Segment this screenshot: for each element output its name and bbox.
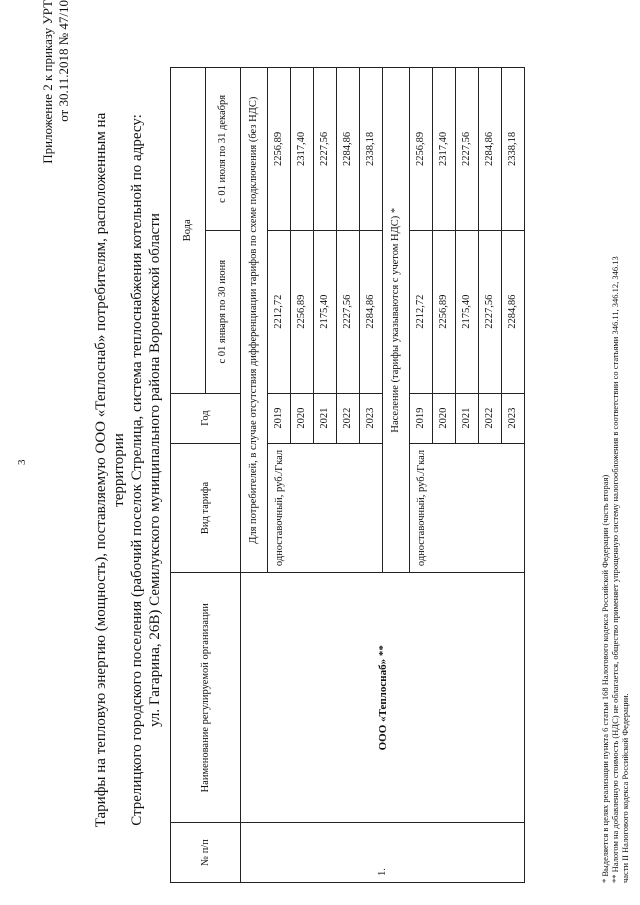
period-2-value: 2317,40 bbox=[291, 68, 314, 231]
period-2-value: 2338,18 bbox=[502, 68, 525, 231]
footnotes bbox=[600, 53, 630, 883]
header-num: № п/п bbox=[171, 823, 241, 883]
tariff-type-cell: одноставочный, руб./Гкал bbox=[268, 443, 383, 573]
organization-name: ООО «Теплоснаб» ** bbox=[241, 573, 525, 823]
year-cell: 2020 bbox=[433, 393, 456, 443]
period-2-value: 2256,89 bbox=[268, 68, 291, 231]
year-cell: 2021 bbox=[314, 393, 337, 443]
appendix-reference bbox=[40, 0, 72, 320]
year-cell: 2019 bbox=[268, 393, 291, 443]
title-line-3: ул. Гагарина, 26В) Семилукского муниципального района Воронежской области bbox=[147, 213, 163, 727]
footnote-2: ** Налогом на добавленную стоимость (НДС) не облагается, общество применяет упрощенную систему налогообложения в соответствии со статьями 346.11, 346.12, 346.13 bbox=[610, 256, 620, 883]
period-2-value: 2284,86 bbox=[337, 68, 360, 231]
period-1-value: 2175,40 bbox=[456, 230, 479, 393]
title-line-2: Стрелицкого городского поселения (рабочий поселок Стрелица, система теплоснабжения котельной по адресу: bbox=[129, 114, 145, 826]
period-2-value: 2317,40 bbox=[433, 68, 456, 231]
document-title bbox=[92, 75, 164, 865]
section-title: Население (тарифы указываются с учетом НДС) * bbox=[383, 68, 410, 573]
period-1-value: 2256,89 bbox=[291, 230, 314, 393]
period-1-value: 2175,40 bbox=[314, 230, 337, 393]
period-2-value: 2227,56 bbox=[456, 68, 479, 231]
year-cell: 2022 bbox=[479, 393, 502, 443]
tariff-table bbox=[170, 67, 525, 883]
section-title-row bbox=[241, 68, 268, 883]
period-2-value: 2284,86 bbox=[479, 68, 502, 231]
period-1-value: 2212,72 bbox=[268, 230, 291, 393]
header-period-1: с 01 января по 30 июня bbox=[206, 230, 241, 393]
section-title: Для потребителей, в случае отсутствия дифференциации тарифов по схеме подключения (без НДС) bbox=[241, 68, 268, 573]
header-year: Год bbox=[171, 393, 241, 443]
period-2-value: 2227,56 bbox=[314, 68, 337, 231]
period-1-value: 2227,56 bbox=[479, 230, 502, 393]
period-1-value: 2284,86 bbox=[360, 230, 383, 393]
row-number: 1. bbox=[241, 823, 525, 883]
footnote-1: * Выделяется в целях реализации пункта 6 статьи 168 Налогового кодекса Российской Федерации (часть вторая) bbox=[600, 474, 610, 883]
header-tariff-type: Вид тарифа bbox=[171, 443, 241, 573]
header-row-1 bbox=[171, 68, 206, 883]
tariff-type-cell: одноставочный, руб./Гкал bbox=[410, 443, 525, 573]
period-1-value: 2256,89 bbox=[433, 230, 456, 393]
year-cell: 2023 bbox=[360, 393, 383, 443]
tariff-table-body bbox=[171, 68, 525, 883]
page-number: 3 bbox=[16, 459, 28, 465]
year-cell: 2023 bbox=[502, 393, 525, 443]
year-cell: 2019 bbox=[410, 393, 433, 443]
header-water: Вода bbox=[171, 68, 206, 394]
year-cell: 2022 bbox=[337, 393, 360, 443]
period-1-value: 2212,72 bbox=[410, 230, 433, 393]
year-cell: 2021 bbox=[456, 393, 479, 443]
year-cell: 2020 bbox=[291, 393, 314, 443]
period-1-value: 2284,86 bbox=[502, 230, 525, 393]
title-line-1: Тарифы на тепловую энергию (мощность), поставляемую ООО «Теплоснаб» потребителям, расположенным на территории bbox=[93, 112, 127, 828]
period-2-value: 2338,18 bbox=[360, 68, 383, 231]
header-period-2: с 01 июля по 31 декабря bbox=[206, 68, 241, 231]
period-2-value: 2256,89 bbox=[410, 68, 433, 231]
header-org: Наименование регулируемой организации bbox=[171, 573, 241, 823]
footnote-3: части II Налогового кодекса Российской Федерации. bbox=[620, 693, 630, 883]
period-1-value: 2227,56 bbox=[337, 230, 360, 393]
appendix-line-2: от 30.11.2018 № 47/10 bbox=[56, 0, 71, 122]
appendix-line-1: Приложение 2 к приказу УРТ bbox=[40, 0, 55, 164]
